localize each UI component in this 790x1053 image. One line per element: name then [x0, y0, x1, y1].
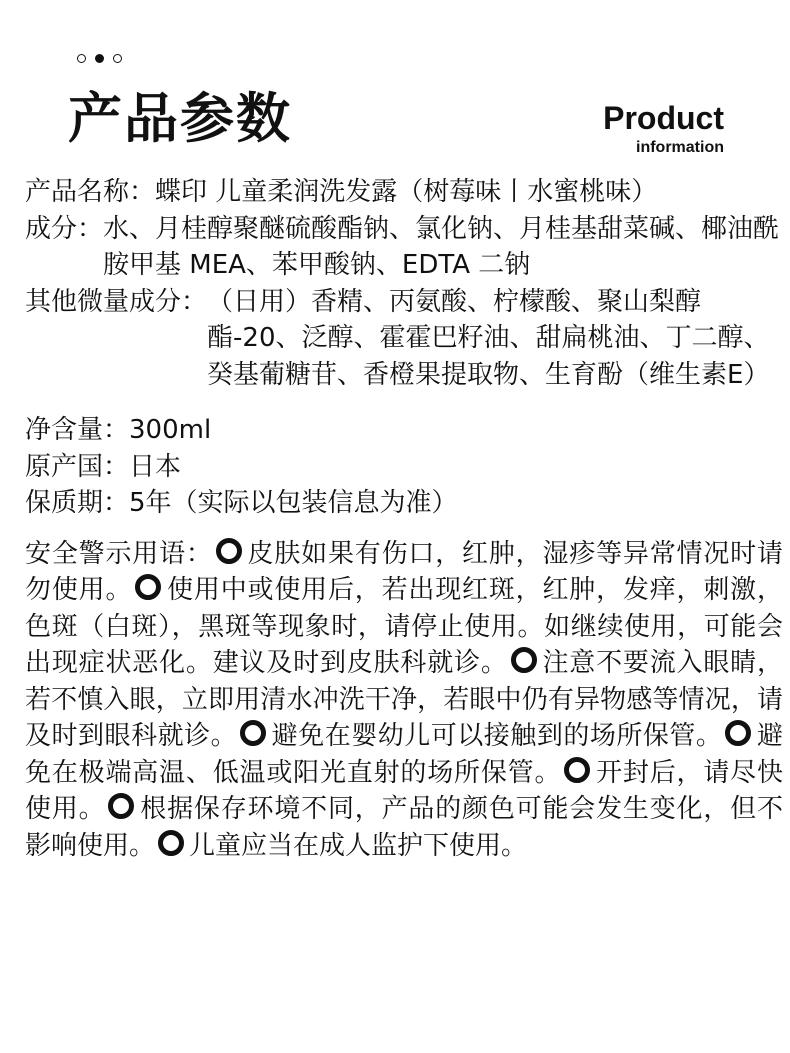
bullet-circle-icon [511, 647, 537, 673]
safety-warnings-label: 安全警示用语： [25, 538, 213, 569]
origin-row [25, 449, 783, 486]
product-name-row [25, 174, 783, 211]
bullet-circle-icon [725, 720, 751, 746]
warning-item: 儿童应当在成人监护下使用。 [189, 830, 528, 861]
page-dot-2-active[interactable] [95, 54, 104, 63]
parameters-section [25, 174, 783, 864]
bullet-circle-icon [216, 538, 242, 564]
trace-ingredients-value: （日用）香精、丙氨酸、柠檬酸、聚山梨醇酯-20、泛醇、霍霍巴籽油、甜扁桃油、丁二醇、癸基葡糖苷、香橙果提取物、生育酚（维生素E） [207, 286, 770, 390]
page-dot-3[interactable] [113, 54, 122, 63]
shelf-life-row [25, 485, 783, 522]
page-indicator[interactable] [77, 54, 122, 63]
page-title: 产品参数 [68, 87, 292, 150]
warning-item: 避免在极端高温、低温或阳光直射的场所保管。 [25, 721, 783, 788]
product-name-value: 蝶印 儿童柔润洗发露（树莓味丨水蜜桃味） [155, 177, 658, 207]
ingredients-label: 成分： [25, 213, 104, 244]
english-title: Product [603, 100, 724, 136]
ingredients-row [25, 211, 783, 284]
page-dot-1[interactable] [77, 54, 86, 63]
warning-item: 避免在婴幼儿可以接触到的场所保管。 [271, 721, 723, 751]
bullet-circle-icon [108, 793, 134, 819]
english-subtitle: information [636, 139, 724, 156]
bullet-circle-icon [135, 574, 161, 600]
origin-value: 日本 [129, 451, 182, 482]
warning-item: 皮肤如果有伤口，红肿，湿疹等异常情况时请勿使用。 [25, 538, 783, 605]
warning-item: 使用中或使用后，若出现红斑，红肿，发痒，刺激，色斑（白斑），黑斑等现象时，请停止使用。如继续使用，可能会出现症状恶化。建议及时到皮肤科就诊。 [25, 575, 783, 678]
warning-item: 注意不要流入眼睛，若不慎入眼，立即用清水冲洗干净，若眼中仍有异物感等情况，请及时到眼科就诊。 [25, 648, 783, 751]
warning-item: 根据保存环境不同，产品的颜色可能会发生变化，但不影响使用。 [25, 794, 783, 861]
safety-warnings [25, 536, 783, 865]
net-content-value: 300ml [129, 415, 212, 445]
net-content-row [25, 412, 783, 449]
origin-label: 原产国： [25, 451, 130, 482]
trace-ingredients-row [25, 284, 783, 394]
shelf-life-label: 保质期： [25, 488, 130, 518]
bullet-circle-icon [564, 757, 590, 783]
english-heading [603, 102, 724, 156]
net-content-label: 净含量： [25, 415, 130, 445]
warning-item: 开封后，请尽快使用。 [25, 757, 783, 824]
bullet-circle-icon [240, 720, 266, 746]
bullet-circle-icon [158, 830, 184, 856]
product-name-label: 产品名称： [25, 177, 156, 207]
trace-ingredients-label: 其他微量成分： [25, 286, 208, 317]
shelf-life-value: 5年（实际以包装信息为准） [129, 488, 458, 518]
ingredients-value: 水、月桂醇聚醚硫酸酯钠、氯化钠、月桂基甜菜碱、椰油酰胺甲基 MEA、苯甲酸钠、EDTA 二钠 [103, 213, 780, 280]
